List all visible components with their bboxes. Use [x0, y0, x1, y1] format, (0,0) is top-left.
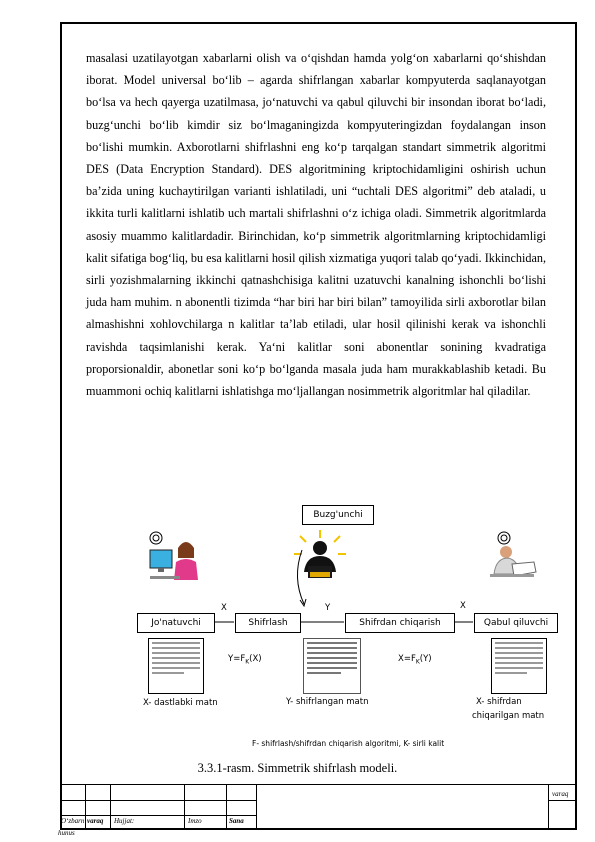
encrypt-formula: $Y=F_K(X)$ — [228, 654, 262, 666]
tb-varaq-right: varaq — [552, 790, 569, 798]
decrypt-box: Shifrdan chiqarish — [345, 613, 455, 633]
tb-ozgarish: O‘zbarn — [61, 817, 85, 825]
plaintext-document — [148, 638, 204, 694]
x-label-2: X — [460, 601, 466, 611]
figure-footnote: F- shifrlash/shifrdan chiqarish algoritmi, K- sirli kalit — [252, 739, 445, 748]
tb-imzo: Imzo — [188, 817, 202, 825]
tb-hunus: hunus — [58, 829, 75, 837]
tb-varaq: varaq — [87, 817, 104, 825]
x-label-1: X — [221, 603, 227, 613]
ciphertext-caption: Y- shifrlangan matn — [286, 697, 369, 707]
receiver-box: Qabul qiluvchi — [474, 613, 558, 633]
figure-caption: 3.3.1-rasm. Simmetrik shifrlash modeli. — [197, 761, 398, 775]
encrypt-box: Shifrlash — [235, 613, 301, 633]
sender-box: Jo'natuvchi — [137, 613, 215, 633]
y-label: Y — [325, 603, 331, 613]
decrypted-document — [491, 638, 547, 694]
decrypted-caption-line2: chiqarilgan matn — [472, 711, 545, 721]
body-paragraph: masalasi uzatilayotgan xabarlarni olish va o‘qishdan hamda yolg‘on xabarlarni qo‘shishdan iborat. Model universal bo‘lib – agarda shifrlangan xabarlar kompyuterda saqlanayotgan bo‘lsa va hech qayerga uzatilmasa, jo‘natuvchi va qabul qiluvchi bir insondan iborat bo‘ladi, buzg‘unchi bo‘lib kimdir siz bo‘lmaganingizda kompyuteringizdan foydalangan inson bo‘lishi mumkin. Axborotlarni shifrlashni eng ko‘p tarqalgan standart simmetrik algoritmi DES (Data Encryption Standard). DES algoritmining kriptochidamligini oshirish uchun ba’zida uning kuchaytirilgan varianti ishlatiladi, uni “uchtali DES algoritmi” deb ataladi, u ikkita turli kalitlarni ishlatib uch martali shifrlashni o‘z ichiga oladi. Simmetrik algoritmlarda asosiy muammo kalitlardadir. Birinchidan, ko‘p simmetrik algoritmlarning kriptochidamligi kalit sifatiga bog‘liq, bu esa kalitlarni hosil qilish xizmatiga yuqori talab qo‘yadi. Ikkinchidan, sirli yozishmalarning ikkinchi qatnashchisiga kalitni uzatuvchi kanalning ishonchli bo‘lishi juda ham muhim. n abonentli tizimda “har biri har biri bilan” tamoyilida sirli axborotlar bilan almashishni xohlovchilarga n kalitlar ta’lab etiladi, ular hosil qilinishi kerak va ishonchli ravishda taqsimlanishi kerak. Yaʻni kalitlar soni abonentlar sonining kvadratiga proporsionaldir, abonetlar soni ko‘p bo‘lganda masala juda ham murakkablashib ketadi. Bu muammoni ochiq kalitlarni ishlatishga mo‘ljallangan nosimmetrik algoritmlar hal qiladilar. — [86, 51, 546, 399]
ciphertext-document — [303, 638, 361, 694]
tb-sana: Sana — [229, 817, 244, 825]
decrypted-caption-line1: X- shifrdan — [476, 697, 522, 707]
attacker-box: Buzg'unchi — [302, 505, 374, 525]
decrypt-formula: $X=F_K(Y)$ — [398, 654, 432, 666]
tb-hujjat: Hujjat: — [114, 817, 135, 825]
plaintext-caption: X- dastlabki matn — [143, 698, 218, 708]
